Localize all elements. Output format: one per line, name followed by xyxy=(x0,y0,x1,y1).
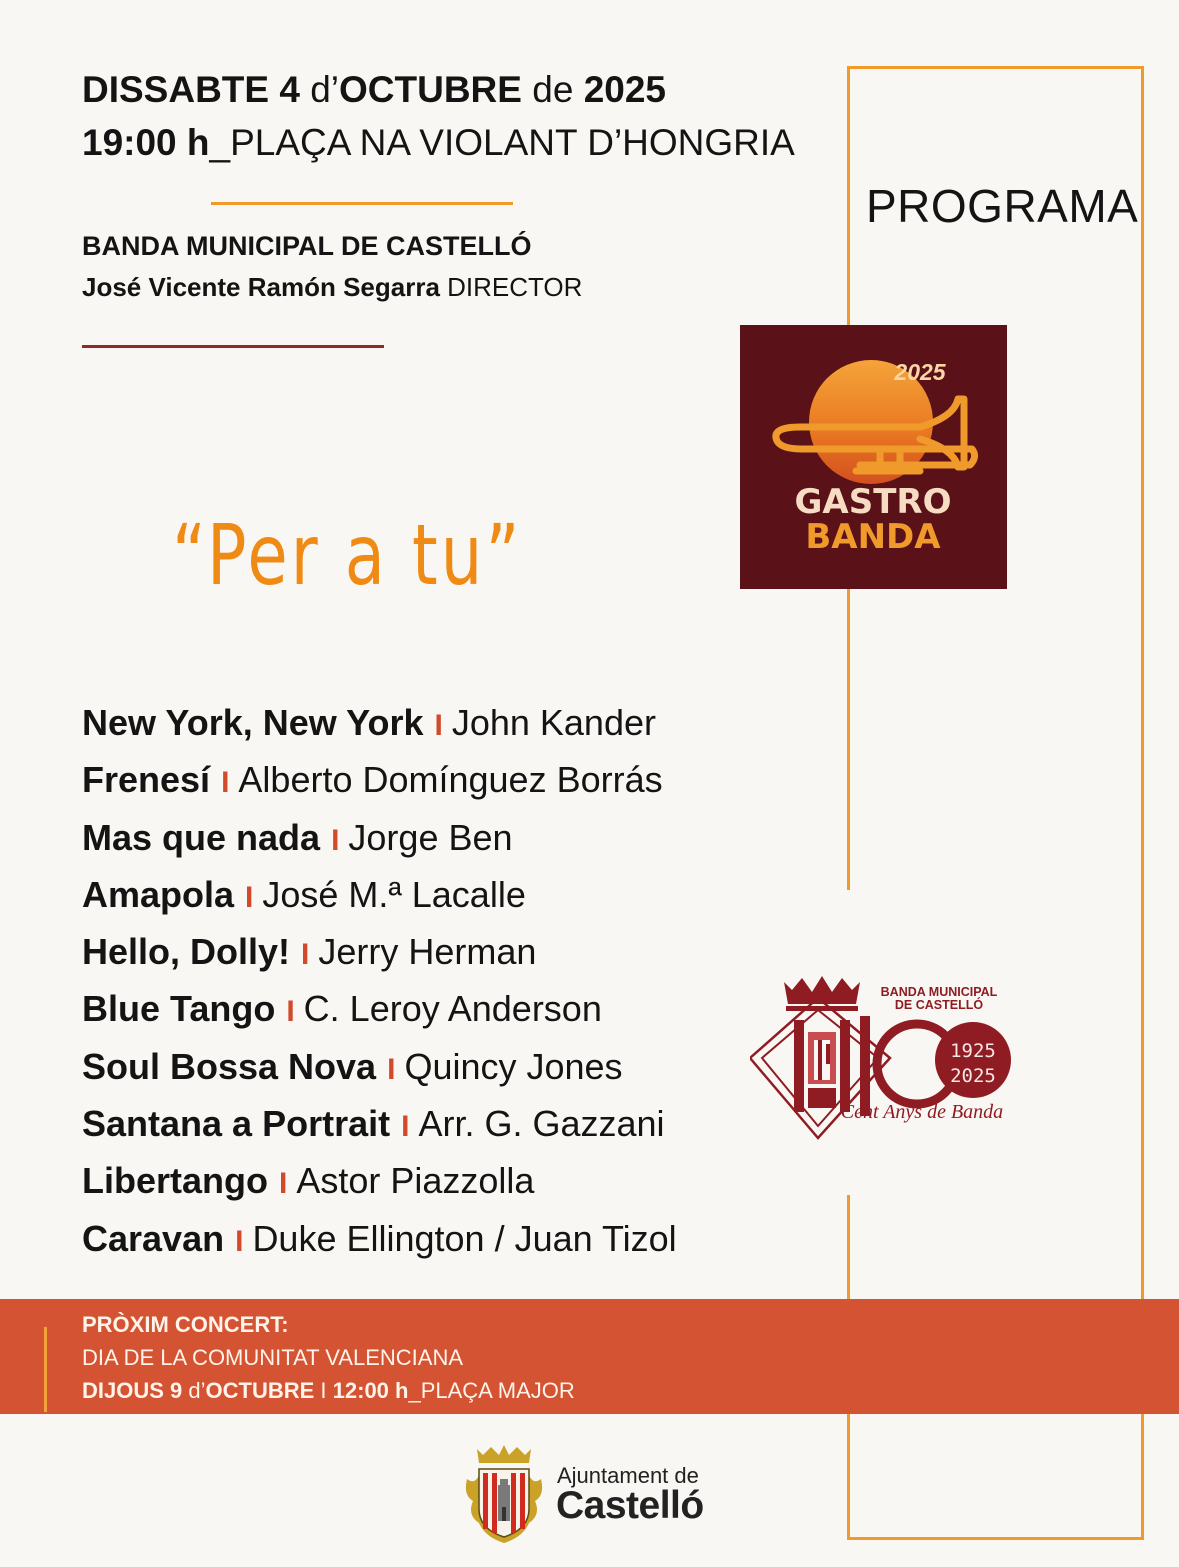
banner-accent-bar xyxy=(44,1327,47,1412)
program-item-title: New York, New York xyxy=(82,702,424,743)
program-item-separator: I xyxy=(279,1167,288,1201)
program-item xyxy=(82,1155,677,1212)
program-item xyxy=(82,812,677,869)
program-item-composer: Arr. G. Gazzani xyxy=(418,1103,665,1145)
program-list xyxy=(82,697,677,1270)
program-item-separator: I xyxy=(301,938,310,972)
program-item-composer: Quincy Jones xyxy=(404,1045,623,1087)
trombone-icon xyxy=(740,325,1007,589)
frame-top-border xyxy=(847,66,1144,69)
director-line xyxy=(82,270,582,304)
next-concert-of: d’ xyxy=(182,1378,206,1403)
castello-label: Castelló xyxy=(556,1484,704,1527)
next-concert-label: PRÒXIM CONCERT: xyxy=(82,1312,289,1337)
centenary-line2: DE CASTELLÓ xyxy=(894,998,984,1012)
frame-left-border xyxy=(847,588,850,890)
program-item-composer: Jerry Herman xyxy=(318,931,537,973)
centenary-year-start: 1925 xyxy=(950,1040,996,1062)
concert-title: “Per a tu” xyxy=(172,506,523,604)
next-concert-event: DIA DE LA COMUNITAT VALENCIANA xyxy=(82,1345,464,1370)
programa-heading: PROGRAMA xyxy=(866,180,1139,232)
event-date xyxy=(82,68,666,112)
next-concert-venue: _PLAÇA MAJOR xyxy=(408,1378,575,1403)
castello-shield-icon xyxy=(463,1445,545,1545)
gastro-year: 2025 xyxy=(894,359,946,385)
program-item-separator: I xyxy=(286,995,295,1029)
program-item-title: Soul Bossa Nova xyxy=(82,1045,377,1087)
date-de: de xyxy=(521,69,584,110)
director-role: DIRECTOR xyxy=(439,272,583,302)
program-item-separator: I xyxy=(245,880,254,914)
gastro-line1: GASTRO xyxy=(794,482,952,522)
orange-divider xyxy=(211,202,513,205)
program-item-composer: Jorge Ben xyxy=(348,816,513,858)
program-item-separator: I xyxy=(235,1224,244,1258)
centenary-year-end: 2025 xyxy=(950,1065,996,1087)
program-item-title: Amapola xyxy=(82,873,235,915)
next-concert-text xyxy=(82,1308,575,1407)
next-concert-time: 12:00 h xyxy=(332,1378,409,1403)
program-item xyxy=(82,926,677,983)
centenary-line1: BANDA MUNICIPAL xyxy=(880,985,998,999)
date-of: d’ xyxy=(299,69,340,110)
program-item-composer: José M.ª Lacalle xyxy=(262,873,526,915)
ajuntament-label: Ajuntament de xyxy=(557,1463,699,1488)
program-item-composer: John Kander xyxy=(451,702,656,743)
program-item-title: Caravan xyxy=(82,1217,225,1259)
event-time: 19:00 h xyxy=(82,122,210,163)
program-item xyxy=(82,697,677,754)
next-concert-sep: I xyxy=(314,1378,333,1403)
next-concert-month: OCTUBRE xyxy=(205,1378,315,1403)
date-year: 2025 xyxy=(583,69,666,110)
program-item-title: Mas que nada xyxy=(82,816,321,858)
program-item xyxy=(82,1098,677,1155)
gastro-line2: BANDA xyxy=(805,517,941,557)
centenary-tagline: Cent Anys de Banda xyxy=(840,1101,1004,1123)
program-item xyxy=(82,1041,677,1098)
frame-left-border xyxy=(847,66,850,328)
next-concert-when xyxy=(82,1374,575,1407)
program-item-separator: I xyxy=(401,1110,410,1144)
program-item-composer: Alberto Domínguez Borrás xyxy=(238,759,663,801)
director-name: José Vicente Ramón Segarra xyxy=(82,272,440,302)
date-day: DISSABTE 4 xyxy=(82,69,300,110)
program-item xyxy=(82,869,677,926)
program-item-composer: Astor Piazzolla xyxy=(296,1160,535,1202)
program-item-separator: I xyxy=(387,1052,396,1086)
program-item-title: Libertango xyxy=(82,1160,268,1202)
red-divider xyxy=(82,345,384,348)
program-item-composer: C. Leroy Anderson xyxy=(303,988,602,1030)
crest-icon xyxy=(750,970,1012,1150)
program-item-separator: I xyxy=(434,709,443,742)
next-concert-day: DIJOUS 9 xyxy=(82,1378,183,1403)
program-item xyxy=(82,754,677,811)
date-month: OCTUBRE xyxy=(339,69,522,110)
gastro-banda-logo xyxy=(740,325,1007,589)
program-item xyxy=(82,1213,677,1270)
event-venue: _PLAÇA NA VIOLANT D’HONGRIA xyxy=(209,122,795,163)
program-item-separator: I xyxy=(221,766,230,800)
program-item-title: Santana a Portrait xyxy=(82,1103,391,1145)
program-item-title: Hello, Dolly! xyxy=(82,931,291,973)
band-name: BANDA MUNICIPAL DE CASTELLÓ xyxy=(82,231,532,261)
program-item-separator: I xyxy=(331,823,340,857)
program-item-title: Blue Tango xyxy=(82,988,276,1030)
centenary-logo xyxy=(750,970,1012,1150)
frame-bottom-border xyxy=(847,1537,1144,1540)
program-item-title: Frenesí xyxy=(82,759,211,801)
program-item xyxy=(82,983,677,1040)
program-item-composer: Duke Ellington / Juan Tizol xyxy=(252,1217,677,1259)
event-time-venue xyxy=(82,121,795,165)
